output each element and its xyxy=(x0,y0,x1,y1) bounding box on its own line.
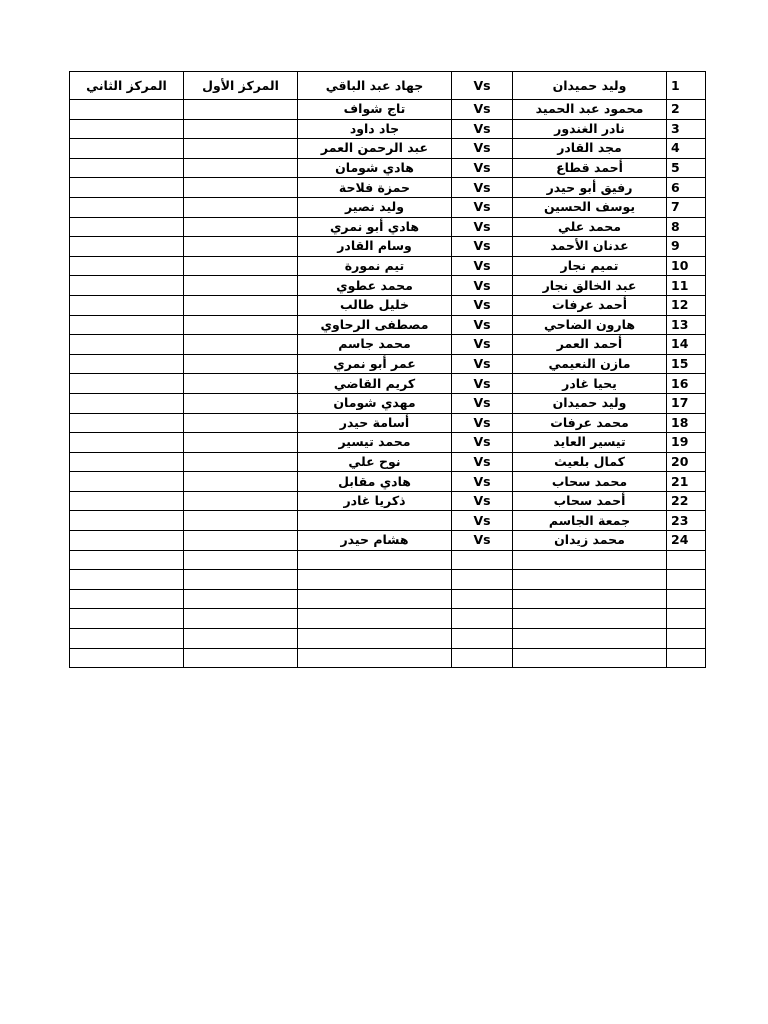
first-place-cell[interactable] xyxy=(184,531,298,551)
away-player-cell[interactable]: تيم نمورة xyxy=(298,256,452,276)
first-place-cell[interactable] xyxy=(184,511,298,531)
away-player-cell[interactable]: أسامة حيدر xyxy=(298,413,452,433)
vs-cell[interactable]: Vs xyxy=(452,491,513,511)
empty-cell[interactable] xyxy=(667,648,706,668)
match-number-cell[interactable]: 19 xyxy=(667,433,706,453)
empty-cell[interactable] xyxy=(452,589,513,609)
second-place-cell[interactable] xyxy=(70,491,184,511)
vs-cell[interactable]: Vs xyxy=(452,315,513,335)
second-place-cell[interactable] xyxy=(70,295,184,315)
vs-cell[interactable]: Vs xyxy=(452,335,513,355)
vs-cell[interactable]: Vs xyxy=(452,374,513,394)
home-player-cell[interactable]: جمعة الجاسم xyxy=(513,511,667,531)
empty-cell[interactable] xyxy=(513,550,667,570)
home-player-cell[interactable]: مجد القادر xyxy=(513,139,667,159)
empty-row xyxy=(70,629,706,649)
first-place-cell[interactable] xyxy=(184,315,298,335)
match-number-cell[interactable]: 2 xyxy=(667,100,706,120)
second-place-cell[interactable] xyxy=(70,511,184,531)
match-number-cell[interactable]: 3 xyxy=(667,119,706,139)
empty-row xyxy=(70,648,706,668)
vs-cell[interactable]: Vs xyxy=(452,256,513,276)
empty-cell[interactable] xyxy=(667,609,706,629)
second-place-cell[interactable] xyxy=(70,374,184,394)
second-place-cell[interactable] xyxy=(70,100,184,120)
table-row xyxy=(70,256,706,276)
empty-cell[interactable] xyxy=(452,609,513,629)
match-number-cell[interactable]: 9 xyxy=(667,237,706,257)
vs-cell[interactable]: Vs xyxy=(452,433,513,453)
table-row xyxy=(70,178,706,198)
home-player-cell[interactable]: وليد حميدان xyxy=(513,72,667,100)
match-number-cell[interactable]: 10 xyxy=(667,256,706,276)
second-place-cell[interactable] xyxy=(70,119,184,139)
first-place-cell[interactable] xyxy=(184,452,298,472)
table-row xyxy=(70,197,706,217)
vs-cell[interactable]: Vs xyxy=(452,178,513,198)
vs-cell[interactable]: Vs xyxy=(452,472,513,492)
home-player-cell[interactable]: وليد حميدان xyxy=(513,393,667,413)
table-row xyxy=(70,237,706,257)
empty-cell[interactable] xyxy=(70,570,184,590)
match-number-cell[interactable]: 11 xyxy=(667,276,706,296)
empty-cell[interactable] xyxy=(667,589,706,609)
first-place-cell[interactable] xyxy=(184,335,298,355)
home-player-cell[interactable]: يوسف الحسين xyxy=(513,197,667,217)
away-player-cell[interactable]: كريم القاضي xyxy=(298,374,452,394)
first-place-cell[interactable] xyxy=(184,139,298,159)
home-player-cell[interactable]: كمال بلعيث xyxy=(513,452,667,472)
matchups-table xyxy=(69,71,706,668)
away-player-cell[interactable]: جاد داود xyxy=(298,119,452,139)
header-row xyxy=(70,72,706,100)
vs-cell[interactable]: Vs xyxy=(452,217,513,237)
home-player-cell[interactable]: أحمد العمر xyxy=(513,335,667,355)
table-row xyxy=(70,472,706,492)
empty-cell[interactable] xyxy=(70,648,184,668)
matchups-table-body xyxy=(70,72,706,668)
empty-row xyxy=(70,550,706,570)
first-place-cell[interactable] xyxy=(184,158,298,178)
second-place-cell[interactable] xyxy=(70,335,184,355)
first-place-cell[interactable] xyxy=(184,393,298,413)
empty-cell[interactable] xyxy=(298,589,452,609)
vs-cell[interactable]: Vs xyxy=(452,531,513,551)
empty-cell[interactable] xyxy=(184,609,298,629)
away-player-cell[interactable]: خليل طالب xyxy=(298,295,452,315)
away-player-cell[interactable]: محمد تيسير xyxy=(298,433,452,453)
empty-cell[interactable] xyxy=(184,570,298,590)
empty-cell[interactable] xyxy=(70,550,184,570)
match-number-cell[interactable]: 17 xyxy=(667,393,706,413)
match-number-cell[interactable]: 24 xyxy=(667,531,706,551)
table-row xyxy=(70,100,706,120)
match-number-cell[interactable]: 5 xyxy=(667,158,706,178)
table-row xyxy=(70,531,706,551)
empty-cell[interactable] xyxy=(70,629,184,649)
home-player-cell[interactable]: يحيا غادر xyxy=(513,374,667,394)
table-row xyxy=(70,354,706,374)
empty-cell[interactable] xyxy=(513,648,667,668)
vs-cell[interactable]: Vs xyxy=(452,100,513,120)
first-place-cell[interactable] xyxy=(184,413,298,433)
table-row xyxy=(70,276,706,296)
first-place-cell[interactable] xyxy=(184,276,298,296)
home-player-cell[interactable]: أحمد سحاب xyxy=(513,491,667,511)
second-place-cell[interactable] xyxy=(70,237,184,257)
empty-cell[interactable] xyxy=(513,629,667,649)
away-player-cell[interactable]: عبد الرحمن العمر xyxy=(298,139,452,159)
second-place-cell[interactable] xyxy=(70,276,184,296)
away-player-cell[interactable]: حمزة فلاحة xyxy=(298,178,452,198)
vs-cell[interactable]: Vs xyxy=(452,452,513,472)
vs-cell[interactable]: Vs xyxy=(452,237,513,257)
vs-cell[interactable]: Vs xyxy=(452,276,513,296)
empty-row xyxy=(70,609,706,629)
second-place-cell[interactable] xyxy=(70,256,184,276)
second-place-cell[interactable] xyxy=(70,393,184,413)
first-place-cell[interactable] xyxy=(184,256,298,276)
away-player-cell[interactable]: مهدي شومان xyxy=(298,393,452,413)
first-place-cell[interactable] xyxy=(184,197,298,217)
home-player-cell[interactable]: أحمد قطاع xyxy=(513,158,667,178)
away-player-cell[interactable]: تاج شواف xyxy=(298,100,452,120)
home-player-cell[interactable]: تميم نجار xyxy=(513,256,667,276)
away-player-cell[interactable]: وسام القادر xyxy=(298,237,452,257)
table-row xyxy=(70,393,706,413)
empty-cell[interactable] xyxy=(667,570,706,590)
vs-cell[interactable]: Vs xyxy=(452,119,513,139)
second-place-cell[interactable] xyxy=(70,197,184,217)
vs-cell[interactable]: Vs xyxy=(452,354,513,374)
table-row xyxy=(70,139,706,159)
first-place-cell[interactable] xyxy=(184,100,298,120)
table-row xyxy=(70,511,706,531)
vs-cell[interactable]: Vs xyxy=(452,72,513,100)
away-player-cell[interactable]: ذكريا غادر xyxy=(298,491,452,511)
second-place-cell[interactable] xyxy=(70,217,184,237)
second-place-cell[interactable] xyxy=(70,139,184,159)
away-player-cell[interactable]: هادي مقابل xyxy=(298,472,452,492)
home-player-cell[interactable]: عدنان الأحمد xyxy=(513,237,667,257)
first-place-cell[interactable] xyxy=(184,119,298,139)
home-player-cell[interactable]: نادر الغندور xyxy=(513,119,667,139)
second-place-cell[interactable] xyxy=(70,472,184,492)
table-row xyxy=(70,374,706,394)
empty-cell[interactable] xyxy=(184,550,298,570)
home-player-cell[interactable]: محمد عرفات xyxy=(513,413,667,433)
home-player-cell[interactable]: محمد علي xyxy=(513,217,667,237)
away-player-cell[interactable]: محمد جاسم xyxy=(298,335,452,355)
first-place-cell[interactable] xyxy=(184,295,298,315)
table-row xyxy=(70,491,706,511)
match-number-cell[interactable]: 14 xyxy=(667,335,706,355)
empty-cell[interactable] xyxy=(452,629,513,649)
table-row xyxy=(70,119,706,139)
empty-cell[interactable] xyxy=(298,609,452,629)
vs-cell[interactable]: Vs xyxy=(452,413,513,433)
table-row xyxy=(70,158,706,178)
empty-cell[interactable] xyxy=(70,589,184,609)
first-place-cell[interactable] xyxy=(184,472,298,492)
match-number-cell[interactable]: 7 xyxy=(667,197,706,217)
empty-cell[interactable] xyxy=(298,570,452,590)
home-player-cell[interactable]: محمود عبد الحميد xyxy=(513,100,667,120)
match-number-cell[interactable]: 6 xyxy=(667,178,706,198)
away-player-cell[interactable]: جهاد عبد الباقي xyxy=(298,72,452,100)
empty-cell[interactable] xyxy=(184,648,298,668)
match-number-cell[interactable]: 4 xyxy=(667,139,706,159)
vs-cell[interactable]: Vs xyxy=(452,295,513,315)
table-row xyxy=(70,433,706,453)
home-player-cell[interactable]: محمد زيدان xyxy=(513,531,667,551)
second-place-cell[interactable] xyxy=(70,158,184,178)
away-player-cell[interactable]: عمر أبو نمري xyxy=(298,354,452,374)
match-number-cell[interactable]: 20 xyxy=(667,452,706,472)
first-place-cell[interactable] xyxy=(184,374,298,394)
away-player-cell[interactable]: هادي أبو نمري xyxy=(298,217,452,237)
match-number-cell[interactable]: 13 xyxy=(667,315,706,335)
match-number-cell[interactable]: 21 xyxy=(667,472,706,492)
second-place-cell[interactable] xyxy=(70,452,184,472)
table-row xyxy=(70,315,706,335)
first-place-cell[interactable] xyxy=(184,433,298,453)
empty-cell[interactable] xyxy=(667,629,706,649)
empty-cell[interactable] xyxy=(452,648,513,668)
match-number-cell[interactable]: 23 xyxy=(667,511,706,531)
away-player-cell[interactable]: هادي شومان xyxy=(298,158,452,178)
table-row xyxy=(70,217,706,237)
first-place-header[interactable]: المركز الأول xyxy=(184,72,298,100)
away-player-cell[interactable]: مصطفى الرحاوي xyxy=(298,315,452,335)
table-row xyxy=(70,413,706,433)
second-place-cell[interactable] xyxy=(70,178,184,198)
first-place-cell[interactable] xyxy=(184,491,298,511)
empty-cell[interactable] xyxy=(70,609,184,629)
home-player-cell[interactable]: تيسير العايد xyxy=(513,433,667,453)
empty-cell[interactable] xyxy=(513,570,667,590)
match-number-cell[interactable]: 16 xyxy=(667,374,706,394)
second-place-cell[interactable] xyxy=(70,413,184,433)
empty-cell[interactable] xyxy=(298,550,452,570)
empty-cell[interactable] xyxy=(452,550,513,570)
empty-cell[interactable] xyxy=(513,609,667,629)
empty-cell[interactable] xyxy=(298,648,452,668)
away-player-cell[interactable]: هشام حيدر xyxy=(298,531,452,551)
home-player-cell[interactable]: عبد الخالق نجار xyxy=(513,276,667,296)
home-player-cell[interactable]: محمد سحاب xyxy=(513,472,667,492)
vs-cell[interactable]: Vs xyxy=(452,393,513,413)
match-number-cell[interactable]: 18 xyxy=(667,413,706,433)
home-player-cell[interactable]: أحمد عرفات xyxy=(513,295,667,315)
empty-cell[interactable] xyxy=(298,629,452,649)
home-player-cell[interactable]: مازن النعيمي xyxy=(513,354,667,374)
first-place-cell[interactable] xyxy=(184,178,298,198)
first-place-cell[interactable] xyxy=(184,354,298,374)
empty-cell[interactable] xyxy=(452,570,513,590)
match-number-cell[interactable]: 8 xyxy=(667,217,706,237)
home-player-cell[interactable]: رفيق أبو حيدر xyxy=(513,178,667,198)
match-number-cell[interactable]: 12 xyxy=(667,295,706,315)
vs-cell[interactable]: Vs xyxy=(452,158,513,178)
table-row xyxy=(70,295,706,315)
second-place-cell[interactable] xyxy=(70,315,184,335)
match-number-cell[interactable]: 15 xyxy=(667,354,706,374)
empty-cell[interactable] xyxy=(184,589,298,609)
second-place-cell[interactable] xyxy=(70,531,184,551)
table-row xyxy=(70,335,706,355)
empty-cell[interactable] xyxy=(513,589,667,609)
vs-cell[interactable]: Vs xyxy=(452,511,513,531)
away-player-cell[interactable] xyxy=(298,511,452,531)
away-player-cell[interactable]: محمد عطوي xyxy=(298,276,452,296)
away-player-cell[interactable]: نوح علي xyxy=(298,452,452,472)
second-place-cell[interactable] xyxy=(70,354,184,374)
empty-row xyxy=(70,589,706,609)
empty-row xyxy=(70,570,706,590)
vs-cell[interactable]: Vs xyxy=(452,139,513,159)
first-place-cell[interactable] xyxy=(184,217,298,237)
empty-cell[interactable] xyxy=(667,550,706,570)
first-place-cell[interactable] xyxy=(184,237,298,257)
table-row xyxy=(70,452,706,472)
vs-cell[interactable]: Vs xyxy=(452,197,513,217)
away-player-cell[interactable]: وليد نصير xyxy=(298,197,452,217)
second-place-cell[interactable] xyxy=(70,433,184,453)
home-player-cell[interactable]: هارون الضاحي xyxy=(513,315,667,335)
empty-cell[interactable] xyxy=(184,629,298,649)
match-number-cell[interactable]: 22 xyxy=(667,491,706,511)
second-place-header[interactable]: المركز الثاني xyxy=(70,72,184,100)
match-number-cell[interactable]: 1 xyxy=(667,72,706,100)
